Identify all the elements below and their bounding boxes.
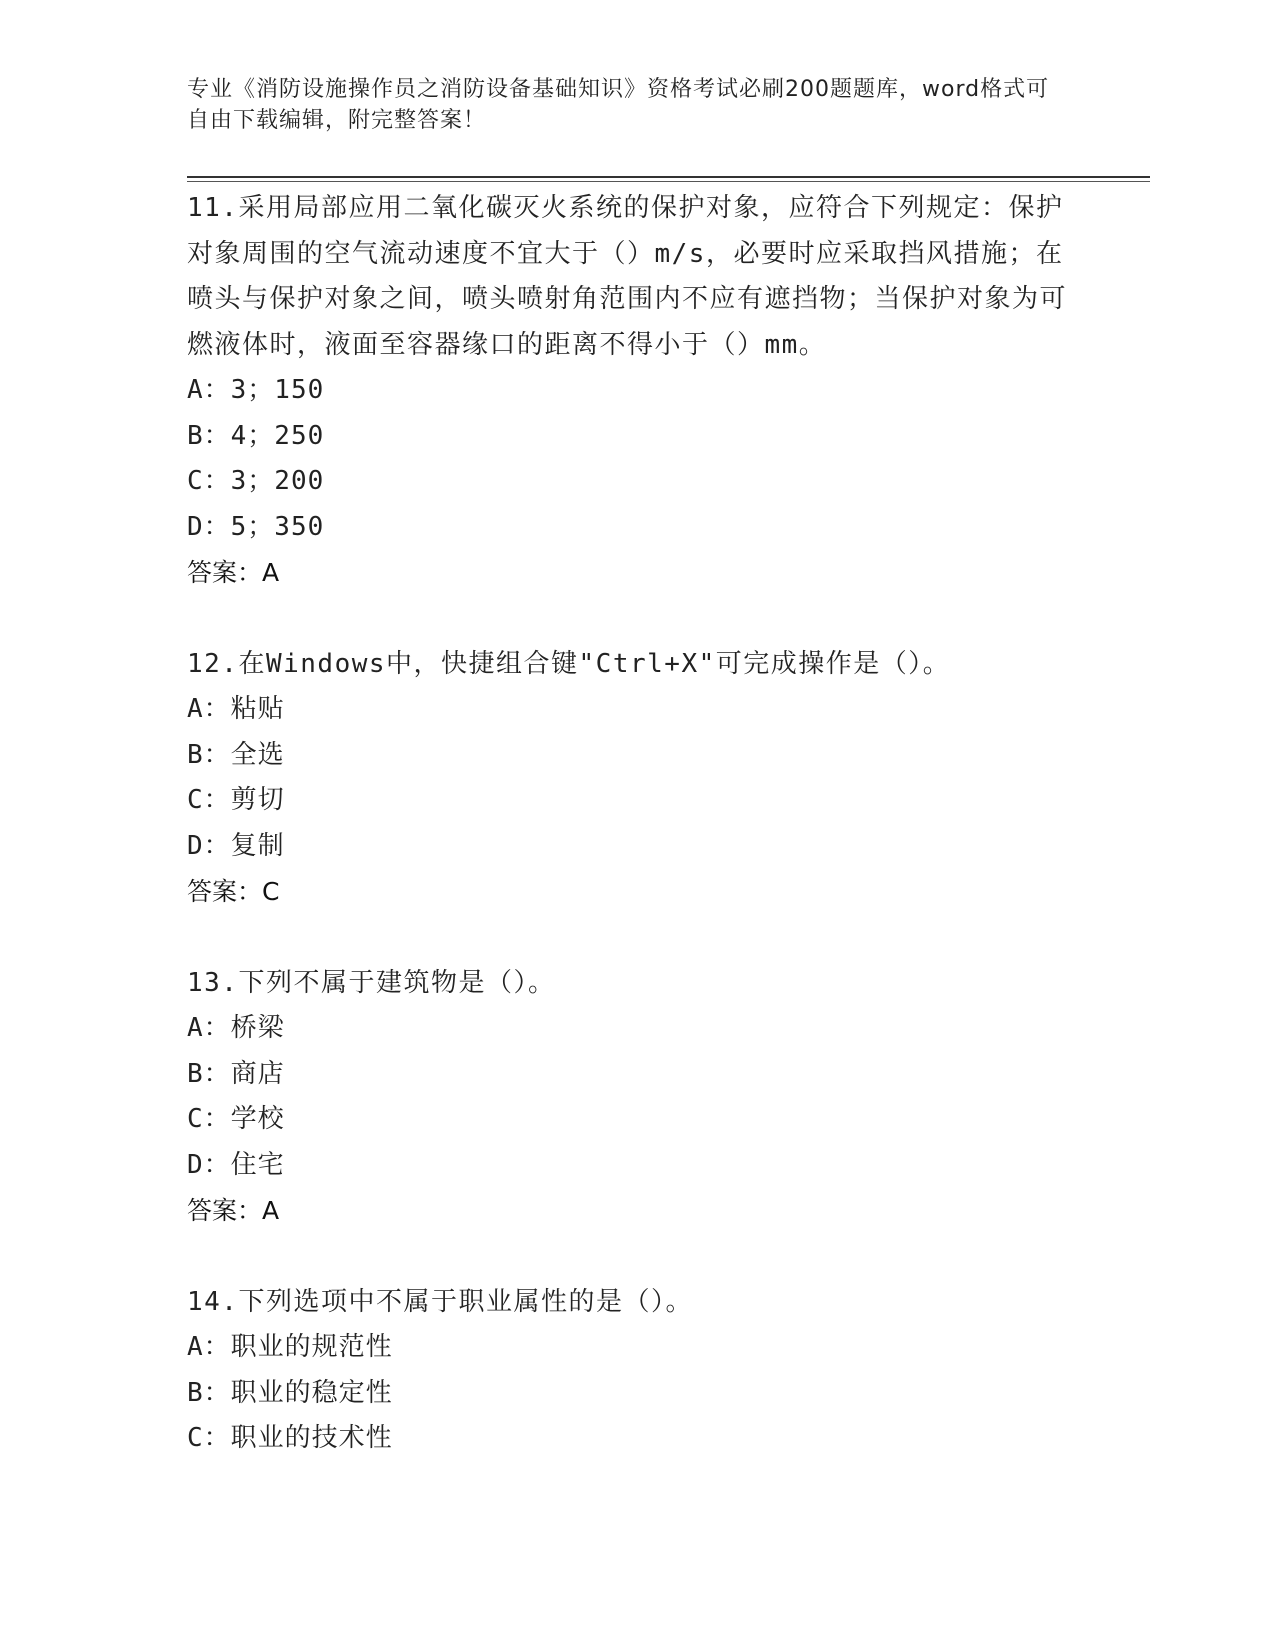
- option-letter: C：: [187, 1423, 231, 1453]
- answer-value: C: [262, 877, 280, 906]
- option-text: 学校: [230, 1104, 285, 1134]
- option-c: [187, 1097, 1077, 1143]
- option-letter: D：: [187, 1149, 231, 1180]
- option-letter: A：: [187, 694, 231, 724]
- option-b: [187, 414, 1077, 460]
- option-letter: C：: [187, 785, 231, 815]
- option-c: [187, 459, 1077, 505]
- option-text: 桥梁: [230, 1013, 285, 1043]
- option-text: 3；150: [230, 375, 325, 405]
- option-letter: A：: [187, 375, 231, 405]
- option-text: 职业的稳定性: [230, 1377, 393, 1408]
- option-text: 5；350: [230, 511, 325, 542]
- option-text: 复制: [230, 830, 285, 861]
- question-text: 13.下列不属于建筑物是（）。: [187, 967, 556, 998]
- answer-value: A: [262, 1196, 280, 1225]
- option-letter: D：: [187, 511, 231, 542]
- option-letter: A：: [187, 1013, 231, 1043]
- question-14: [187, 1280, 1077, 1462]
- question-text: 12.在Windows中，快捷组合键"Ctrl+X"可完成操作是（）。: [187, 648, 951, 679]
- option-text: 3；200: [230, 466, 325, 496]
- option-letter: C：: [187, 1104, 231, 1134]
- answer-label: 答案：: [187, 1196, 263, 1225]
- option-a: [187, 687, 1077, 733]
- option-text: 剪切: [230, 785, 285, 815]
- option-d: [187, 1143, 1077, 1189]
- option-text: 商店: [230, 1058, 285, 1089]
- question-list: [187, 186, 1077, 1508]
- question-13: [187, 961, 1077, 1234]
- header-divider-thick: [187, 176, 1150, 178]
- option-b: [187, 1052, 1077, 1098]
- option-letter: B：: [187, 1058, 231, 1089]
- question-12: [187, 642, 1077, 915]
- answer-line: [187, 1188, 1077, 1234]
- option-c: [187, 778, 1077, 824]
- option-a: [187, 1006, 1077, 1052]
- option-text: 住宅: [230, 1149, 285, 1180]
- option-letter: B：: [187, 1377, 231, 1408]
- question-text: 14.下列选项中不属于职业属性的是（）。: [187, 1286, 693, 1317]
- option-letter: A：: [187, 1332, 231, 1362]
- option-d: [187, 824, 1077, 870]
- option-text: 全选: [230, 739, 285, 770]
- question-11: [187, 186, 1077, 596]
- option-d: [187, 505, 1077, 551]
- answer-value: A: [262, 558, 280, 587]
- option-letter: C：: [187, 466, 231, 496]
- answer-line: [187, 869, 1077, 915]
- option-letter: B：: [187, 420, 231, 451]
- option-b: [187, 1371, 1077, 1417]
- option-letter: D：: [187, 830, 231, 861]
- question-text: 11.采用局部应用二氧化碳灭火系统的保护对象，应符合下列规定：保护对象周围的空气流动速度不宜大于（）m/s，必要时应采取挡风措施；在喷头与保护对象之间，喷头喷射角范围内不应有遮挡物；当保护对象为可燃液体时，液面至容器缘口的距离不得小于（）mm。: [187, 193, 1068, 360]
- document-intro: 专业《消防设施操作员之消防设备基础知识》资格考试必刷200题题库，word格式可自由下载编辑，附完整答案！: [187, 77, 1050, 133]
- option-a: [187, 1325, 1077, 1371]
- option-a: [187, 368, 1077, 414]
- header-divider-thin: [187, 181, 1150, 182]
- option-text: 职业的规范性: [230, 1332, 393, 1362]
- option-text: 粘贴: [230, 694, 285, 724]
- option-text: 4；250: [230, 420, 325, 451]
- option-letter: B：: [187, 739, 231, 770]
- answer-label: 答案：: [187, 877, 263, 906]
- option-c: [187, 1416, 1077, 1462]
- answer-label: 答案：: [187, 558, 263, 587]
- option-b: [187, 733, 1077, 779]
- answer-line: [187, 550, 1077, 596]
- option-text: 职业的技术性: [230, 1423, 393, 1453]
